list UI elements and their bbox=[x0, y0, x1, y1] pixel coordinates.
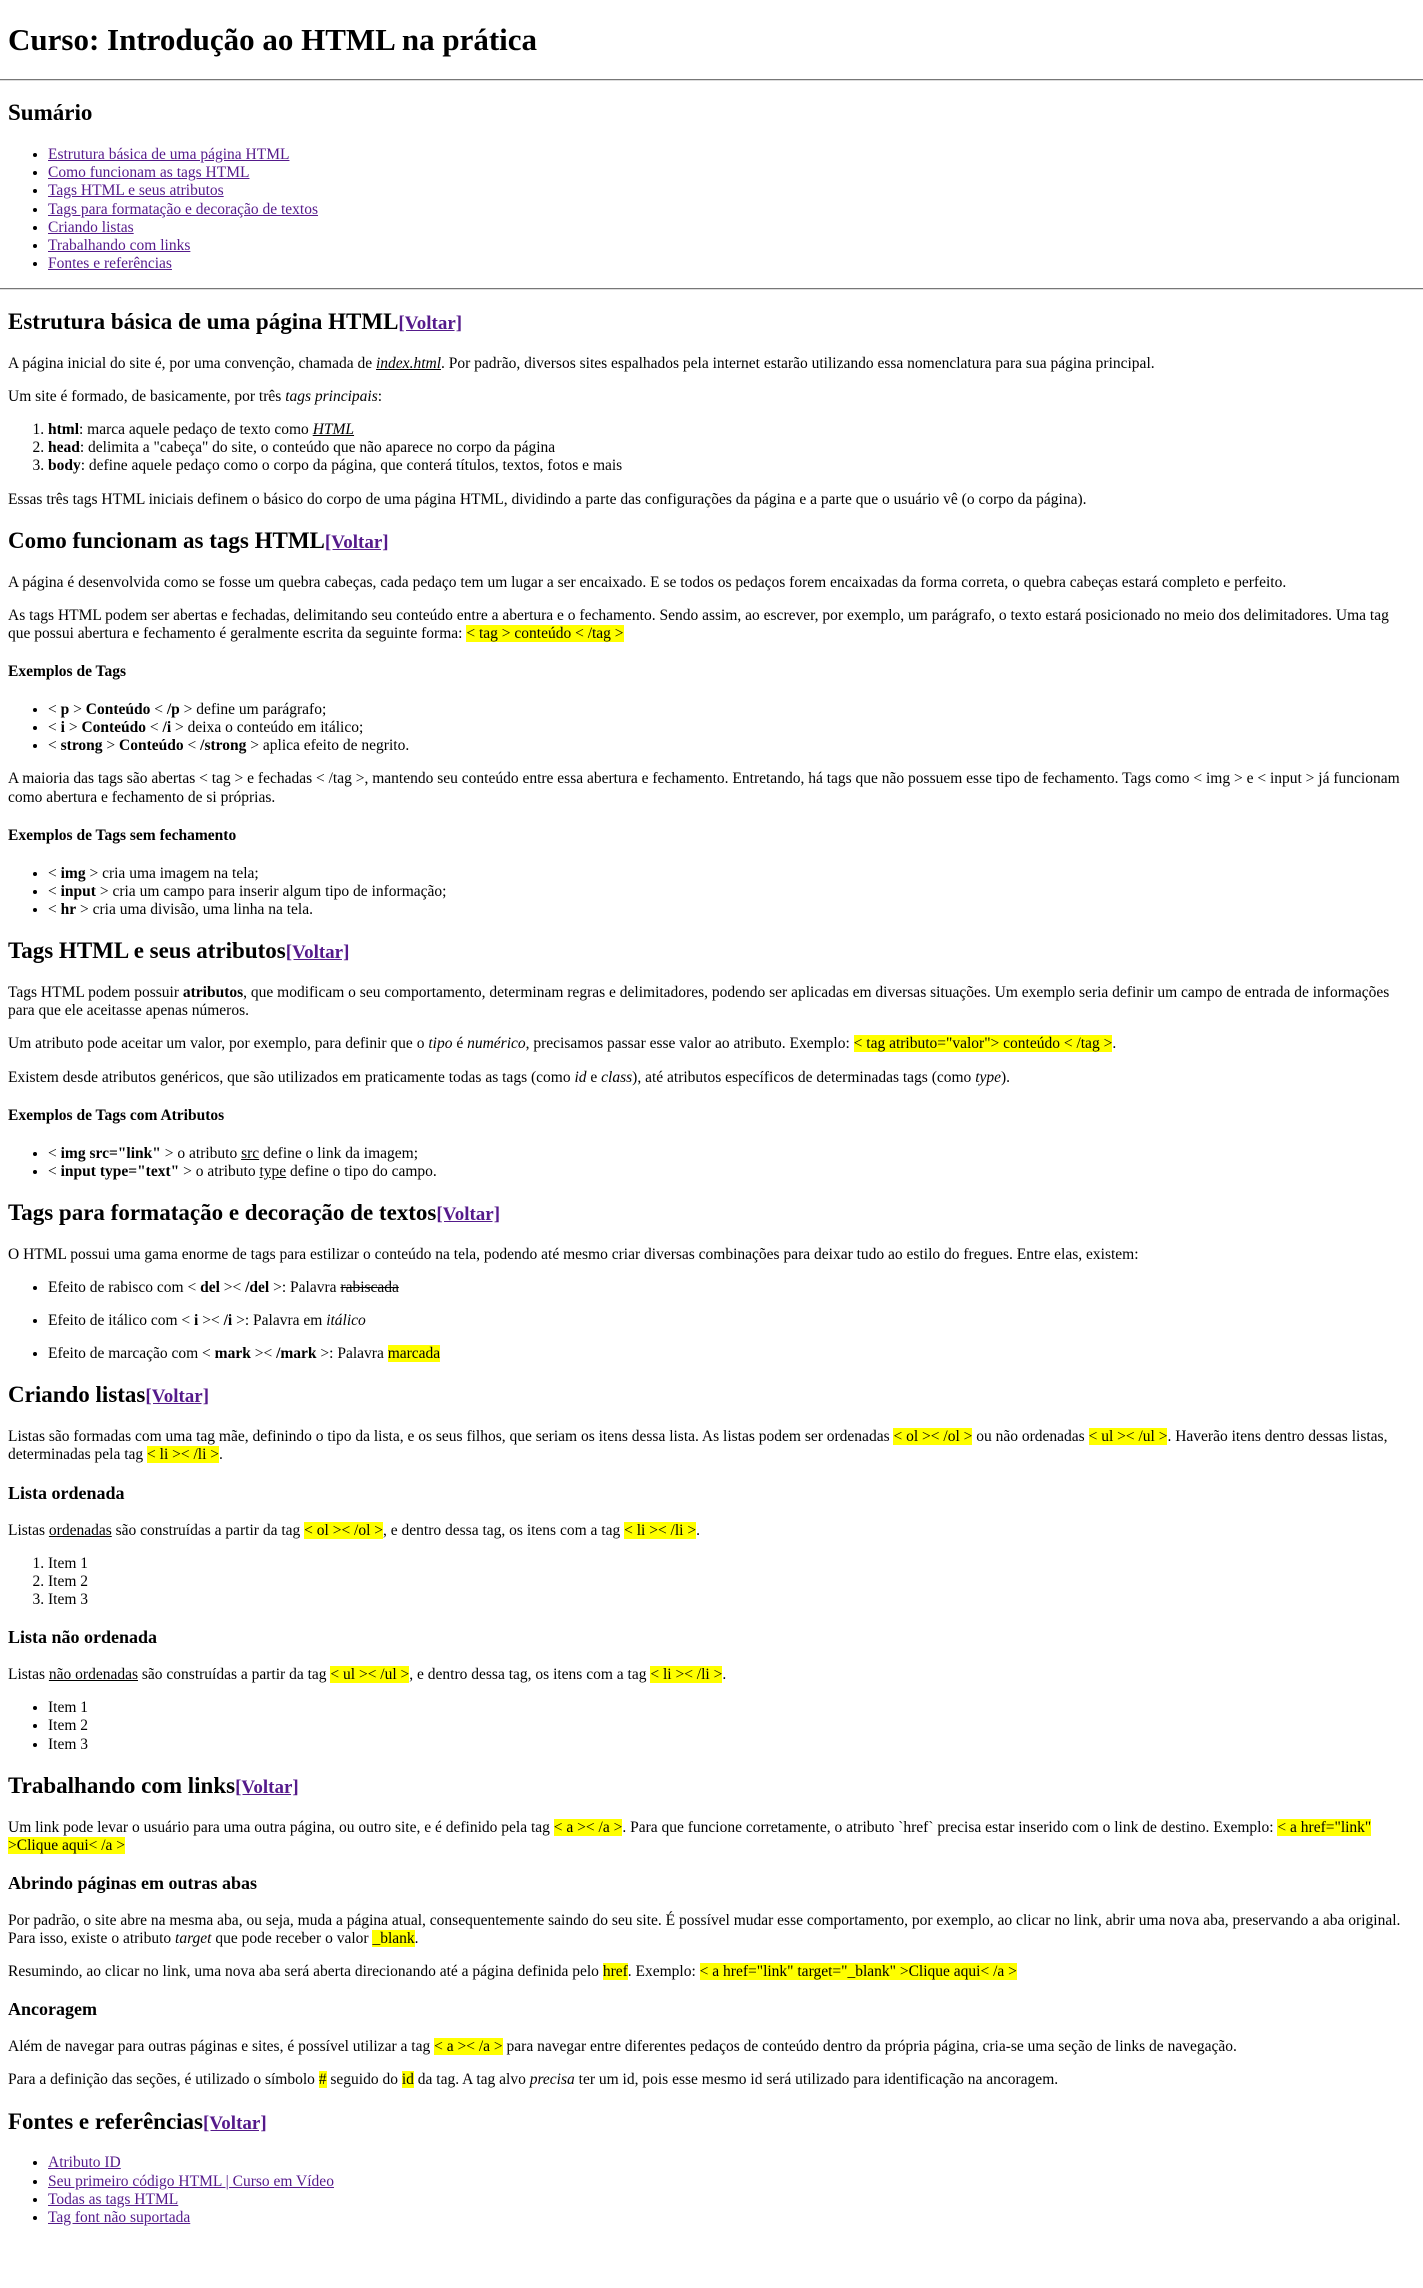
reference-link[interactable]: Seu primeiro código HTML | Curso em Vídeo bbox=[48, 2172, 334, 2190]
ordered-list bbox=[8, 421, 1412, 475]
reference-link[interactable]: Todas as tags HTML bbox=[48, 2190, 179, 2208]
section-heading-atributos: Tags HTML e seus atributos[Voltar] bbox=[8, 938, 350, 964]
paragraph: Um link pode levar o usuário para uma outra página, ou outro site, e é definido pela tag < a >< /a >. Para que funcione corretamente, o atributo `href` precisa estar inserido com o link de destino. Exemplo: < a href="link" >Clique aqui< /a > bbox=[8, 1818, 1372, 1854]
list-item: • Item 3 bbox=[48, 1736, 1412, 1754]
list-item: 1. html: marca aquele pedaço de texto como HTML bbox=[48, 421, 1412, 439]
back-link[interactable]: [Voltar] bbox=[145, 1386, 210, 1408]
subheading: Exemplos de Tags bbox=[8, 662, 127, 680]
subheading: Lista ordenada bbox=[8, 1482, 125, 1503]
example-list bbox=[8, 701, 1412, 755]
reference-link[interactable]: Tag font não suportada bbox=[48, 2208, 191, 2226]
code-highlight: id bbox=[401, 2071, 414, 2089]
summary-link-atributos[interactable]: Tags HTML e seus atributos bbox=[48, 182, 224, 200]
unordered-list bbox=[8, 1699, 1412, 1753]
back-link[interactable]: [Voltar] bbox=[398, 313, 463, 335]
summary-link-estrutura[interactable]: Estrutura básica de uma página HTML bbox=[48, 146, 290, 164]
summary-item bbox=[48, 182, 1412, 200]
back-link[interactable]: [Voltar] bbox=[324, 531, 389, 553]
list-item: • < i > Conteúdo < /i > deixa o conteúdo em itálico; bbox=[48, 719, 1412, 737]
list-item: • < strong > Conteúdo < /strong > aplica efeito de negrito. bbox=[48, 737, 1412, 755]
summary-item bbox=[48, 219, 1412, 237]
section-heading-listas: Criando listas[Voltar] bbox=[8, 1382, 210, 1408]
reference-link[interactable]: Atributo ID bbox=[48, 2154, 121, 2172]
list-item: • < p > Conteúdo < /p > define um parágrafo; bbox=[48, 701, 1412, 719]
paragraph: Listas ordenadas são construídas a partir da tag < ol >< /ol >, e dentro dessa tag, os itens com a tag < li >< /li >. bbox=[8, 1521, 700, 1539]
paragraph: A página inicial do site é, por uma convenção, chamada de index.html. Por padrão, diversos sites espalhados pela internet estarão utilizando essa nomenclatura para sua página principal. bbox=[8, 354, 1155, 372]
list-item: • < img src="link" > o atributo src define o link da imagem; bbox=[48, 1145, 1412, 1163]
list-item: • Item 2 bbox=[48, 1717, 1412, 1735]
ordered-list bbox=[8, 1555, 1412, 1609]
summary-link-fontes[interactable]: Fontes e referências bbox=[48, 254, 172, 272]
list-item: • < input type="text" > o atributo type define o tipo do campo. bbox=[48, 1163, 1412, 1181]
list-item bbox=[48, 2209, 1412, 2227]
paragraph: Existem desde atributos genéricos, que são utilizados em praticamente todas as tags (como id e class), até atributos específicos de determinadas tags (como type). bbox=[8, 1068, 1011, 1086]
back-link[interactable]: [Voltar] bbox=[285, 942, 350, 964]
list-item: 3. Item 3 bbox=[48, 1591, 1412, 1609]
list-item: 1. Item 1 bbox=[48, 1555, 1412, 1573]
list-item: • Efeito de rabisco com < del >< /del >: Palavra rabiscada bbox=[48, 1279, 1412, 1297]
subheading: Exemplos de Tags com Atributos bbox=[8, 1106, 225, 1124]
code-highlight: href bbox=[602, 1963, 628, 1981]
list-item bbox=[48, 2154, 1412, 2172]
code-highlight: < li >< /li > bbox=[650, 1666, 723, 1684]
subheading: Exemplos de Tags sem fechamento bbox=[8, 826, 237, 844]
example-list bbox=[8, 1279, 1412, 1363]
section-heading-fontes: Fontes e referências[Voltar] bbox=[8, 2108, 267, 2134]
code-highlight: < a href="link" >Clique aqui< /a > bbox=[8, 1818, 1372, 1854]
paragraph: A página é desenvolvida como se fosse um quebra cabeças, cada pedaço tem um lugar a ser encaixado. E se todos os pedaços forem encaixadas da forma correta, o quebra cabeças estará completo e perfeito. bbox=[8, 573, 1287, 591]
paragraph: Listas não ordenadas são construídas a partir da tag < ul >< /ul >, e dentro dessa tag, os itens com a tag < li >< /li >. bbox=[8, 1666, 727, 1684]
code-highlight: _blank bbox=[372, 1930, 415, 1947]
divider bbox=[0, 288, 1423, 290]
code-highlight: < a >< /a > bbox=[434, 2038, 503, 2056]
summary-item bbox=[48, 237, 1412, 255]
example-list bbox=[8, 1145, 1412, 1181]
subheading: Ancoragem bbox=[8, 1999, 97, 2020]
paragraph: Tags HTML podem possuir atributos, que modificam o seu comportamento, determinam regras e delimitadores, podendo ser aplicadas em diversas situações. Um exemplo seria definir um campo de entrada de informações para que ele aceitasse apenas números. bbox=[8, 984, 1390, 1020]
list-item: 3. body: define aquele pedaço como o corpo da página, que conterá títulos, textos, fotos e mais bbox=[48, 457, 1412, 475]
list-item: • Efeito de itálico com < i >< /i >: Palavra em itálico bbox=[48, 1312, 1412, 1330]
subheading: Abrindo páginas em outras abas bbox=[8, 1872, 258, 1893]
list-item: • Item 1 bbox=[48, 1699, 1412, 1717]
code-highlight: < a >< /a > bbox=[553, 1818, 623, 1836]
summary-item bbox=[48, 146, 1412, 164]
code-highlight: < a href="link" target="_blank" >Clique aqui< /a > bbox=[699, 1963, 1017, 1981]
code-highlight: # bbox=[318, 2071, 327, 2089]
code-highlight: < tag atributo="valor"> conteúdo < /tag > bbox=[853, 1035, 1113, 1053]
code-highlight: < ul >< /ul > bbox=[330, 1666, 410, 1684]
paragraph: O HTML possui uma gama enorme de tags para estilizar o conteúdo na tela, podendo até mesmo criar diversas combinações para deixar tudo ao estilo do fregues. Entre elas, existem: bbox=[8, 1245, 1139, 1263]
example-list bbox=[8, 865, 1412, 919]
subheading: Lista não ordenada bbox=[8, 1627, 158, 1648]
list-item bbox=[48, 2191, 1412, 2209]
code-highlight: < ul >< /ul > bbox=[1088, 1428, 1168, 1446]
code-highlight: < li >< /li > bbox=[624, 1521, 697, 1539]
list-item: 2. head: delimita a "cabeça" do site, o conteúdo que não aparece no corpo da página bbox=[48, 439, 1412, 457]
summary-item bbox=[48, 164, 1412, 182]
paragraph: Para a definição das seções, é utilizado o símbolo # seguido do id da tag. A tag alvo precisa ter um id, pois esse mesmo id será utilizado para identificação na ancoragem. bbox=[8, 2071, 1059, 2089]
section-heading-formatacao: Tags para formatação e decoração de textos[Voltar] bbox=[8, 1200, 501, 1226]
paragraph: Por padrão, o site abre na mesma aba, ou seja, muda a página atual, consequentemente saindo do seu site. É possível mudar esse comportamento, por exemplo, ao clicar no link, abrir uma nova aba, preservando a aba original. Para isso, existe o atributo target que pode receber o valor _blank. bbox=[8, 1911, 1401, 1947]
summary-item bbox=[48, 255, 1412, 273]
list-item: • < img > cria uma imagem na tela; bbox=[48, 865, 1412, 883]
summary-link-formatacao[interactable]: Tags para formatação e decoração de textos bbox=[48, 200, 319, 218]
paragraph: A maioria das tags são abertas < tag > e fechadas < /tag >, mantendo seu conteúdo entre essa abertura e fechamento. Entretando, há tags que não possuem esse tipo de fechamento. Tags como < img > e < input > já funcionam como abertura e fechamento de si próprias. bbox=[8, 770, 1400, 806]
code-highlight: < tag > conteúdo < /tag > bbox=[466, 624, 624, 642]
paragraph: Listas são formadas com uma tag mãe, definindo o tipo da lista, e os seus filhos, que seriam os itens dessa lista. As listas podem ser ordenadas < ol >< /ol > ou não ordenadas < ul >< /ul >. Haverão itens dentro dessas listas, determinadas pela tag < li >< /li >. bbox=[8, 1428, 1388, 1464]
section-heading-como-funcionam: Como funcionam as tags HTML[Voltar] bbox=[8, 527, 389, 553]
list-item: 2. Item 2 bbox=[48, 1573, 1412, 1591]
section-heading-estrutura: Estrutura básica de uma página HTML[Voltar] bbox=[8, 309, 463, 335]
summary-list bbox=[8, 146, 1412, 273]
summary-link-como-funcionam[interactable]: Como funcionam as tags HTML bbox=[48, 164, 250, 182]
code-highlight: < li >< /li > bbox=[147, 1446, 220, 1464]
paragraph: Um site é formado, de basicamente, por três tags principais: bbox=[8, 388, 383, 406]
section-heading-links: Trabalhando com links[Voltar] bbox=[8, 1772, 299, 1798]
paragraph: Um atributo pode aceitar um valor, por exemplo, para definir que o tipo é numérico, precisamos passar esse valor ao atributo. Exemplo: < tag atributo="valor"> conteúdo < /tag >. bbox=[8, 1035, 1117, 1053]
summary-heading: Sumário bbox=[8, 100, 93, 126]
page-title: Curso: Introdução ao HTML na prática bbox=[8, 22, 538, 57]
paragraph: Essas três tags HTML iniciais definem o básico do corpo de uma página HTML, dividindo a parte das configurações da página e a parte que o usuário vê (o corpo da página). bbox=[8, 490, 1087, 508]
references-list bbox=[8, 2154, 1412, 2227]
list-item bbox=[48, 2173, 1412, 2191]
back-link[interactable]: [Voltar] bbox=[235, 1776, 299, 1798]
code-highlight: < ol >< /ol > bbox=[893, 1428, 973, 1446]
back-link[interactable]: [Voltar] bbox=[203, 2112, 267, 2134]
list-item: • < input > cria um campo para inserir algum tipo de informação; bbox=[48, 883, 1412, 901]
list-item: • Efeito de marcação com < mark >< /mark >: Palavra marcada bbox=[48, 1345, 1412, 1363]
summary-link-listas[interactable]: Criando listas bbox=[48, 218, 134, 236]
divider bbox=[0, 79, 1423, 81]
paragraph: Além de navegar para outras páginas e sites, é possível utilizar a tag < a >< /a > para navegar entre diferentes pedaços de conteúdo dentro da própria página, cria-se uma seção de links de navegação. bbox=[8, 2038, 1237, 2056]
summary-item bbox=[48, 201, 1412, 219]
paragraph: Resumindo, ao clicar no link, uma nova aba será aberta direcionando até a página definida pelo href. Exemplo: < a href="link" target="_blank" >Clique aqui< /a > bbox=[8, 1963, 1017, 1981]
paragraph: As tags HTML podem ser abertas e fechadas, delimitando seu conteúdo entre a abertura e o fechamento. Sendo assim, ao escrever, por exemplo, um parágrafo, o texto estará posicionado no meio dos delimitadores. Uma tag que possui abertura e fechamento é geralmente escrita da seguinte forma: < tag > conteúdo < /tag > bbox=[8, 606, 1389, 642]
summary-link-links[interactable]: Trabalhando com links bbox=[48, 236, 191, 254]
list-item: • < hr > cria uma divisão, uma linha na tela. bbox=[48, 901, 1412, 919]
code-highlight: < ol >< /ol > bbox=[304, 1521, 384, 1539]
code-highlight: marcada bbox=[387, 1345, 441, 1363]
back-link[interactable]: [Voltar] bbox=[436, 1204, 501, 1226]
